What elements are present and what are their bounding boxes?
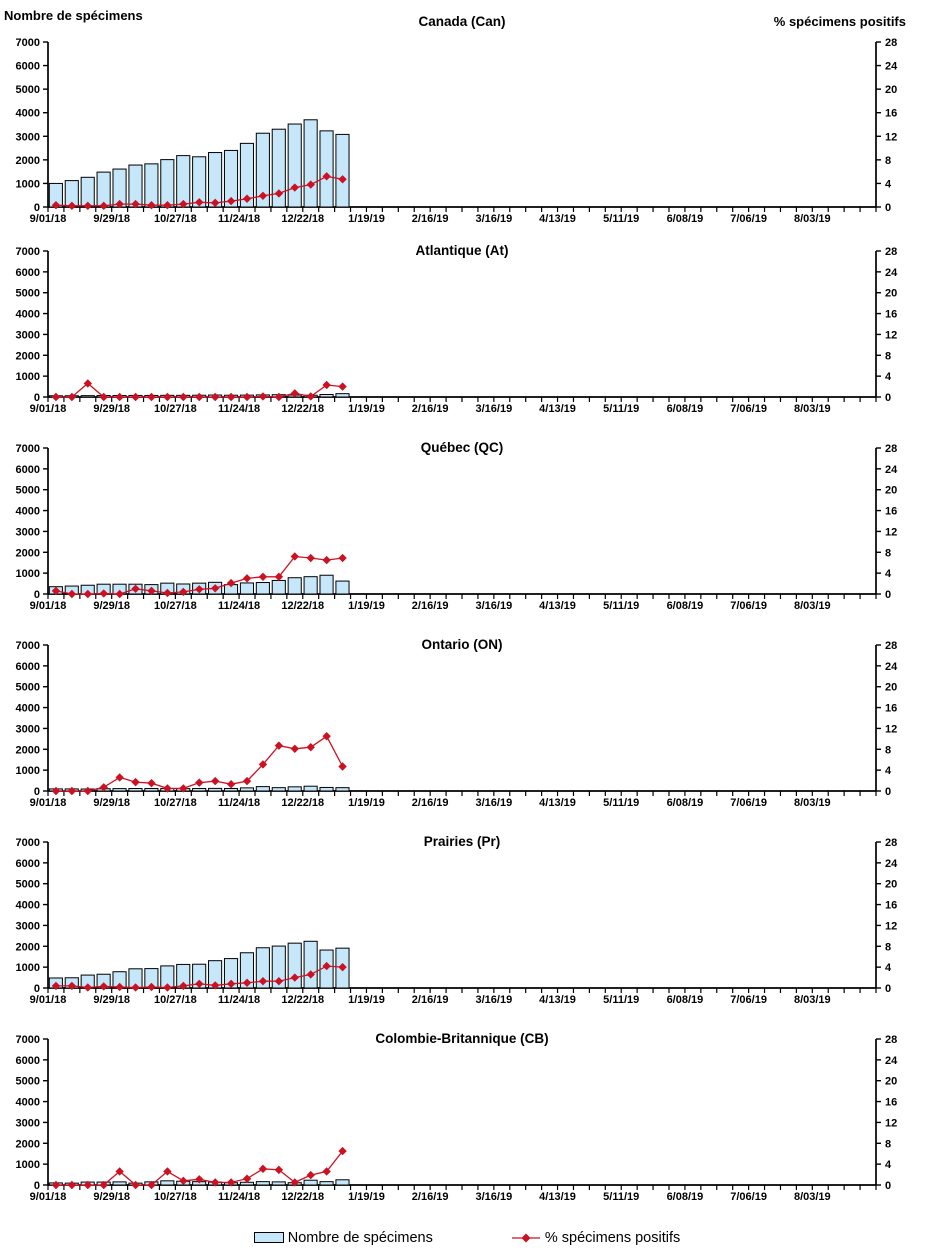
svg-text:6/08/19: 6/08/19 [666, 994, 704, 1006]
svg-text:5/11/19: 5/11/19 [603, 213, 640, 225]
svg-text:0: 0 [885, 202, 892, 214]
svg-text:0: 0 [33, 202, 40, 214]
svg-text:2000: 2000 [15, 1138, 40, 1151]
svg-text:2000: 2000 [15, 941, 40, 954]
svg-text:8: 8 [885, 547, 892, 560]
svg-text:7/06/19: 7/06/19 [730, 403, 767, 415]
svg-text:28: 28 [885, 246, 898, 258]
quebec-chart-canvas [0, 432, 934, 634]
colombie-britannique-chart-canvas [0, 1023, 934, 1225]
svg-text:0: 0 [33, 589, 40, 601]
svg-text:3/16/19: 3/16/19 [475, 600, 513, 612]
svg-text:12/22/18: 12/22/18 [281, 213, 325, 225]
svg-text:4: 4 [885, 962, 892, 975]
atlantique-chart-canvas [0, 235, 934, 437]
svg-text:7/06/19: 7/06/19 [730, 797, 767, 809]
svg-text:28: 28 [885, 837, 898, 849]
svg-text:8: 8 [885, 350, 892, 363]
svg-text:16: 16 [885, 702, 898, 715]
legend-bar-label: Nombre de spécimens [287, 1229, 433, 1246]
bar-swatch-icon [254, 1232, 284, 1243]
svg-text:3/16/19: 3/16/19 [475, 403, 513, 415]
svg-text:20: 20 [885, 84, 898, 97]
svg-text:5000: 5000 [15, 681, 40, 694]
svg-text:4/13/19: 4/13/19 [539, 213, 576, 225]
svg-text:2/16/19: 2/16/19 [411, 600, 449, 612]
svg-text:5000: 5000 [15, 84, 40, 97]
svg-text:2/16/19: 2/16/19 [411, 213, 449, 225]
svg-text:3000: 3000 [15, 526, 40, 539]
svg-text:1/19/19: 1/19/19 [348, 994, 385, 1006]
svg-text:12: 12 [885, 131, 898, 144]
svg-text:9/01/18: 9/01/18 [29, 797, 67, 809]
svg-text:16: 16 [885, 505, 898, 518]
svg-text:7000: 7000 [15, 37, 40, 49]
svg-text:6/08/19: 6/08/19 [666, 403, 704, 415]
svg-text:3000: 3000 [15, 131, 40, 144]
svg-text:8: 8 [885, 941, 892, 954]
left-axis-title: Nombre de spécimens [4, 8, 143, 23]
svg-text:11/24/18: 11/24/18 [217, 797, 261, 809]
svg-text:24: 24 [885, 660, 898, 673]
svg-text:9/29/18: 9/29/18 [93, 600, 131, 612]
svg-text:0: 0 [33, 1180, 40, 1192]
svg-text:7000: 7000 [15, 443, 40, 455]
svg-text:6000: 6000 [15, 266, 40, 279]
svg-text:10/27/18: 10/27/18 [153, 994, 197, 1006]
svg-text:5/11/19: 5/11/19 [603, 797, 640, 809]
svg-text:28: 28 [885, 443, 898, 455]
legend-line-label: % spécimens positifs [544, 1229, 681, 1246]
svg-text:8/03/19: 8/03/19 [793, 797, 831, 809]
svg-text:24: 24 [885, 463, 898, 476]
svg-text:28: 28 [885, 37, 898, 49]
svg-text:4: 4 [885, 371, 892, 384]
svg-text:20: 20 [885, 484, 898, 497]
svg-text:2000: 2000 [15, 547, 40, 560]
svg-text:12: 12 [885, 329, 898, 342]
canada-chart-canvas [0, 0, 934, 240]
svg-text:3/16/19: 3/16/19 [475, 213, 513, 225]
svg-text:1/19/19: 1/19/19 [348, 600, 385, 612]
svg-text:1000: 1000 [15, 178, 40, 191]
svg-text:8/03/19: 8/03/19 [793, 403, 831, 415]
legend-item-specimens [254, 1230, 433, 1246]
svg-text:20: 20 [885, 287, 898, 300]
svg-text:7/06/19: 7/06/19 [730, 600, 767, 612]
svg-text:0: 0 [33, 392, 40, 404]
right-axis-title: % spécimens positifs [773, 14, 906, 29]
svg-text:7000: 7000 [15, 640, 40, 652]
svg-text:7000: 7000 [15, 837, 40, 849]
svg-text:7/06/19: 7/06/19 [730, 213, 767, 225]
svg-text:6/08/19: 6/08/19 [666, 213, 704, 225]
chart-panel-ontario [0, 629, 934, 826]
svg-text:28: 28 [885, 640, 898, 652]
svg-text:11/24/18: 11/24/18 [217, 1191, 261, 1203]
svg-text:8/03/19: 8/03/19 [793, 1191, 831, 1203]
svg-text:1/19/19: 1/19/19 [348, 797, 385, 809]
svg-text:1/19/19: 1/19/19 [348, 403, 385, 415]
svg-text:11/24/18: 11/24/18 [217, 994, 261, 1006]
svg-text:4: 4 [885, 178, 892, 191]
svg-text:12: 12 [885, 723, 898, 736]
svg-text:2/16/19: 2/16/19 [411, 1191, 449, 1203]
svg-text:3/16/19: 3/16/19 [475, 994, 513, 1006]
svg-text:1000: 1000 [15, 1159, 40, 1172]
svg-text:12: 12 [885, 920, 898, 933]
svg-text:9/01/18: 9/01/18 [29, 600, 67, 612]
svg-text:0: 0 [885, 392, 892, 404]
svg-text:4: 4 [885, 1159, 892, 1172]
svg-text:6/08/19: 6/08/19 [666, 797, 704, 809]
svg-text:2/16/19: 2/16/19 [411, 403, 449, 415]
chart-panel-prairies [0, 826, 934, 1023]
panel-title-colombie-britannique: Colombie-Britannique (CB) [375, 1031, 549, 1046]
svg-text:24: 24 [885, 60, 898, 73]
svg-text:4/13/19: 4/13/19 [539, 797, 576, 809]
svg-text:4/13/19: 4/13/19 [539, 994, 576, 1006]
svg-text:7/06/19: 7/06/19 [730, 994, 767, 1006]
svg-text:12/22/18: 12/22/18 [281, 994, 325, 1006]
svg-text:9/29/18: 9/29/18 [93, 797, 131, 809]
chart-panel-canada [0, 0, 934, 235]
svg-text:4000: 4000 [15, 505, 40, 518]
svg-text:8: 8 [885, 154, 892, 167]
svg-text:8: 8 [885, 744, 892, 757]
svg-text:10/27/18: 10/27/18 [153, 1191, 197, 1203]
svg-text:4000: 4000 [15, 899, 40, 912]
chart-panel-atlantique [0, 235, 934, 432]
svg-text:6000: 6000 [15, 660, 40, 673]
svg-text:3/16/19: 3/16/19 [475, 797, 513, 809]
svg-text:6/08/19: 6/08/19 [666, 600, 704, 612]
svg-text:5000: 5000 [15, 1075, 40, 1088]
svg-text:6/08/19: 6/08/19 [666, 1191, 704, 1203]
svg-text:5/11/19: 5/11/19 [603, 994, 640, 1006]
svg-text:7000: 7000 [15, 246, 40, 258]
svg-text:7/06/19: 7/06/19 [730, 1191, 767, 1203]
svg-text:3000: 3000 [15, 1117, 40, 1130]
svg-text:1000: 1000 [15, 568, 40, 581]
svg-text:1/19/19: 1/19/19 [348, 213, 385, 225]
svg-text:12/22/18: 12/22/18 [281, 797, 325, 809]
svg-text:0: 0 [885, 786, 892, 798]
svg-text:16: 16 [885, 107, 898, 120]
svg-text:9/01/18: 9/01/18 [29, 213, 67, 225]
panel-title-atlantique: Atlantique (At) [415, 243, 509, 258]
svg-text:4/13/19: 4/13/19 [539, 403, 576, 415]
svg-text:12: 12 [885, 1117, 898, 1130]
svg-text:4: 4 [885, 568, 892, 581]
chart-legend [0, 1218, 934, 1257]
svg-text:6000: 6000 [15, 463, 40, 476]
svg-text:12/22/18: 12/22/18 [281, 1191, 325, 1203]
svg-text:3000: 3000 [15, 920, 40, 933]
svg-text:2/16/19: 2/16/19 [411, 797, 449, 809]
svg-text:8/03/19: 8/03/19 [793, 213, 831, 225]
chart-panel-colombie-britannique [0, 1023, 934, 1220]
prairies-chart-canvas [0, 826, 934, 1028]
line-marker-icon [511, 1232, 541, 1244]
svg-text:5000: 5000 [15, 287, 40, 300]
svg-text:0: 0 [33, 786, 40, 798]
svg-text:16: 16 [885, 899, 898, 912]
svg-text:8/03/19: 8/03/19 [793, 994, 831, 1006]
svg-text:4: 4 [885, 765, 892, 778]
svg-text:8: 8 [885, 1138, 892, 1151]
svg-text:2000: 2000 [15, 154, 40, 167]
svg-text:5/11/19: 5/11/19 [603, 600, 640, 612]
svg-text:3000: 3000 [15, 329, 40, 342]
svg-text:4000: 4000 [15, 1096, 40, 1109]
svg-text:0: 0 [885, 1180, 892, 1192]
svg-text:20: 20 [885, 878, 898, 891]
svg-text:2000: 2000 [15, 744, 40, 757]
svg-text:1/19/19: 1/19/19 [348, 1191, 385, 1203]
ontario-chart-canvas [0, 629, 934, 831]
svg-text:2000: 2000 [15, 350, 40, 363]
svg-text:4000: 4000 [15, 702, 40, 715]
svg-text:10/27/18: 10/27/18 [153, 403, 197, 415]
svg-text:3/16/19: 3/16/19 [475, 1191, 513, 1203]
svg-text:2/16/19: 2/16/19 [411, 994, 449, 1006]
svg-text:20: 20 [885, 681, 898, 694]
svg-text:1000: 1000 [15, 765, 40, 778]
svg-text:5000: 5000 [15, 878, 40, 891]
svg-text:9/29/18: 9/29/18 [93, 213, 131, 225]
svg-text:24: 24 [885, 857, 898, 870]
svg-text:6000: 6000 [15, 1054, 40, 1067]
svg-text:11/24/18: 11/24/18 [217, 213, 261, 225]
panel-title-canada: Canada (Can) [418, 14, 506, 29]
svg-text:4000: 4000 [15, 308, 40, 321]
svg-text:11/24/18: 11/24/18 [217, 600, 261, 612]
svg-text:12/22/18: 12/22/18 [281, 403, 325, 415]
svg-text:9/29/18: 9/29/18 [93, 1191, 131, 1203]
svg-text:5/11/19: 5/11/19 [603, 1191, 640, 1203]
svg-text:4/13/19: 4/13/19 [539, 1191, 576, 1203]
svg-text:24: 24 [885, 266, 898, 279]
panel-title-ontario: Ontario (ON) [421, 637, 503, 652]
svg-text:1000: 1000 [15, 371, 40, 384]
panel-title-prairies: Prairies (Pr) [423, 834, 501, 849]
svg-text:10/27/18: 10/27/18 [153, 213, 197, 225]
svg-text:4000: 4000 [15, 107, 40, 120]
panel-title-quebec: Québec (QC) [420, 440, 504, 455]
svg-text:9/01/18: 9/01/18 [29, 403, 67, 415]
chart-panel-quebec [0, 432, 934, 629]
svg-text:9/29/18: 9/29/18 [93, 403, 131, 415]
svg-text:8/03/19: 8/03/19 [793, 600, 831, 612]
svg-text:4/13/19: 4/13/19 [539, 600, 576, 612]
svg-text:9/29/18: 9/29/18 [93, 994, 131, 1006]
svg-text:16: 16 [885, 308, 898, 321]
svg-text:0: 0 [885, 589, 892, 601]
svg-text:9/01/18: 9/01/18 [29, 1191, 67, 1203]
svg-text:12: 12 [885, 526, 898, 539]
svg-text:20: 20 [885, 1075, 898, 1088]
svg-text:0: 0 [33, 983, 40, 995]
svg-text:28: 28 [885, 1034, 898, 1046]
svg-text:10/27/18: 10/27/18 [153, 797, 197, 809]
svg-text:11/24/18: 11/24/18 [217, 403, 261, 415]
svg-text:0: 0 [885, 983, 892, 995]
svg-text:5/11/19: 5/11/19 [603, 403, 640, 415]
svg-text:10/27/18: 10/27/18 [153, 600, 197, 612]
svg-text:16: 16 [885, 1096, 898, 1109]
svg-text:12/22/18: 12/22/18 [281, 600, 325, 612]
svg-text:3000: 3000 [15, 723, 40, 736]
svg-text:7000: 7000 [15, 1034, 40, 1046]
svg-text:1000: 1000 [15, 962, 40, 975]
svg-text:9/01/18: 9/01/18 [29, 994, 67, 1006]
svg-text:24: 24 [885, 1054, 898, 1067]
legend-item-positifs [511, 1230, 680, 1246]
svg-text:6000: 6000 [15, 857, 40, 870]
svg-text:6000: 6000 [15, 60, 40, 73]
svg-text:5000: 5000 [15, 484, 40, 497]
